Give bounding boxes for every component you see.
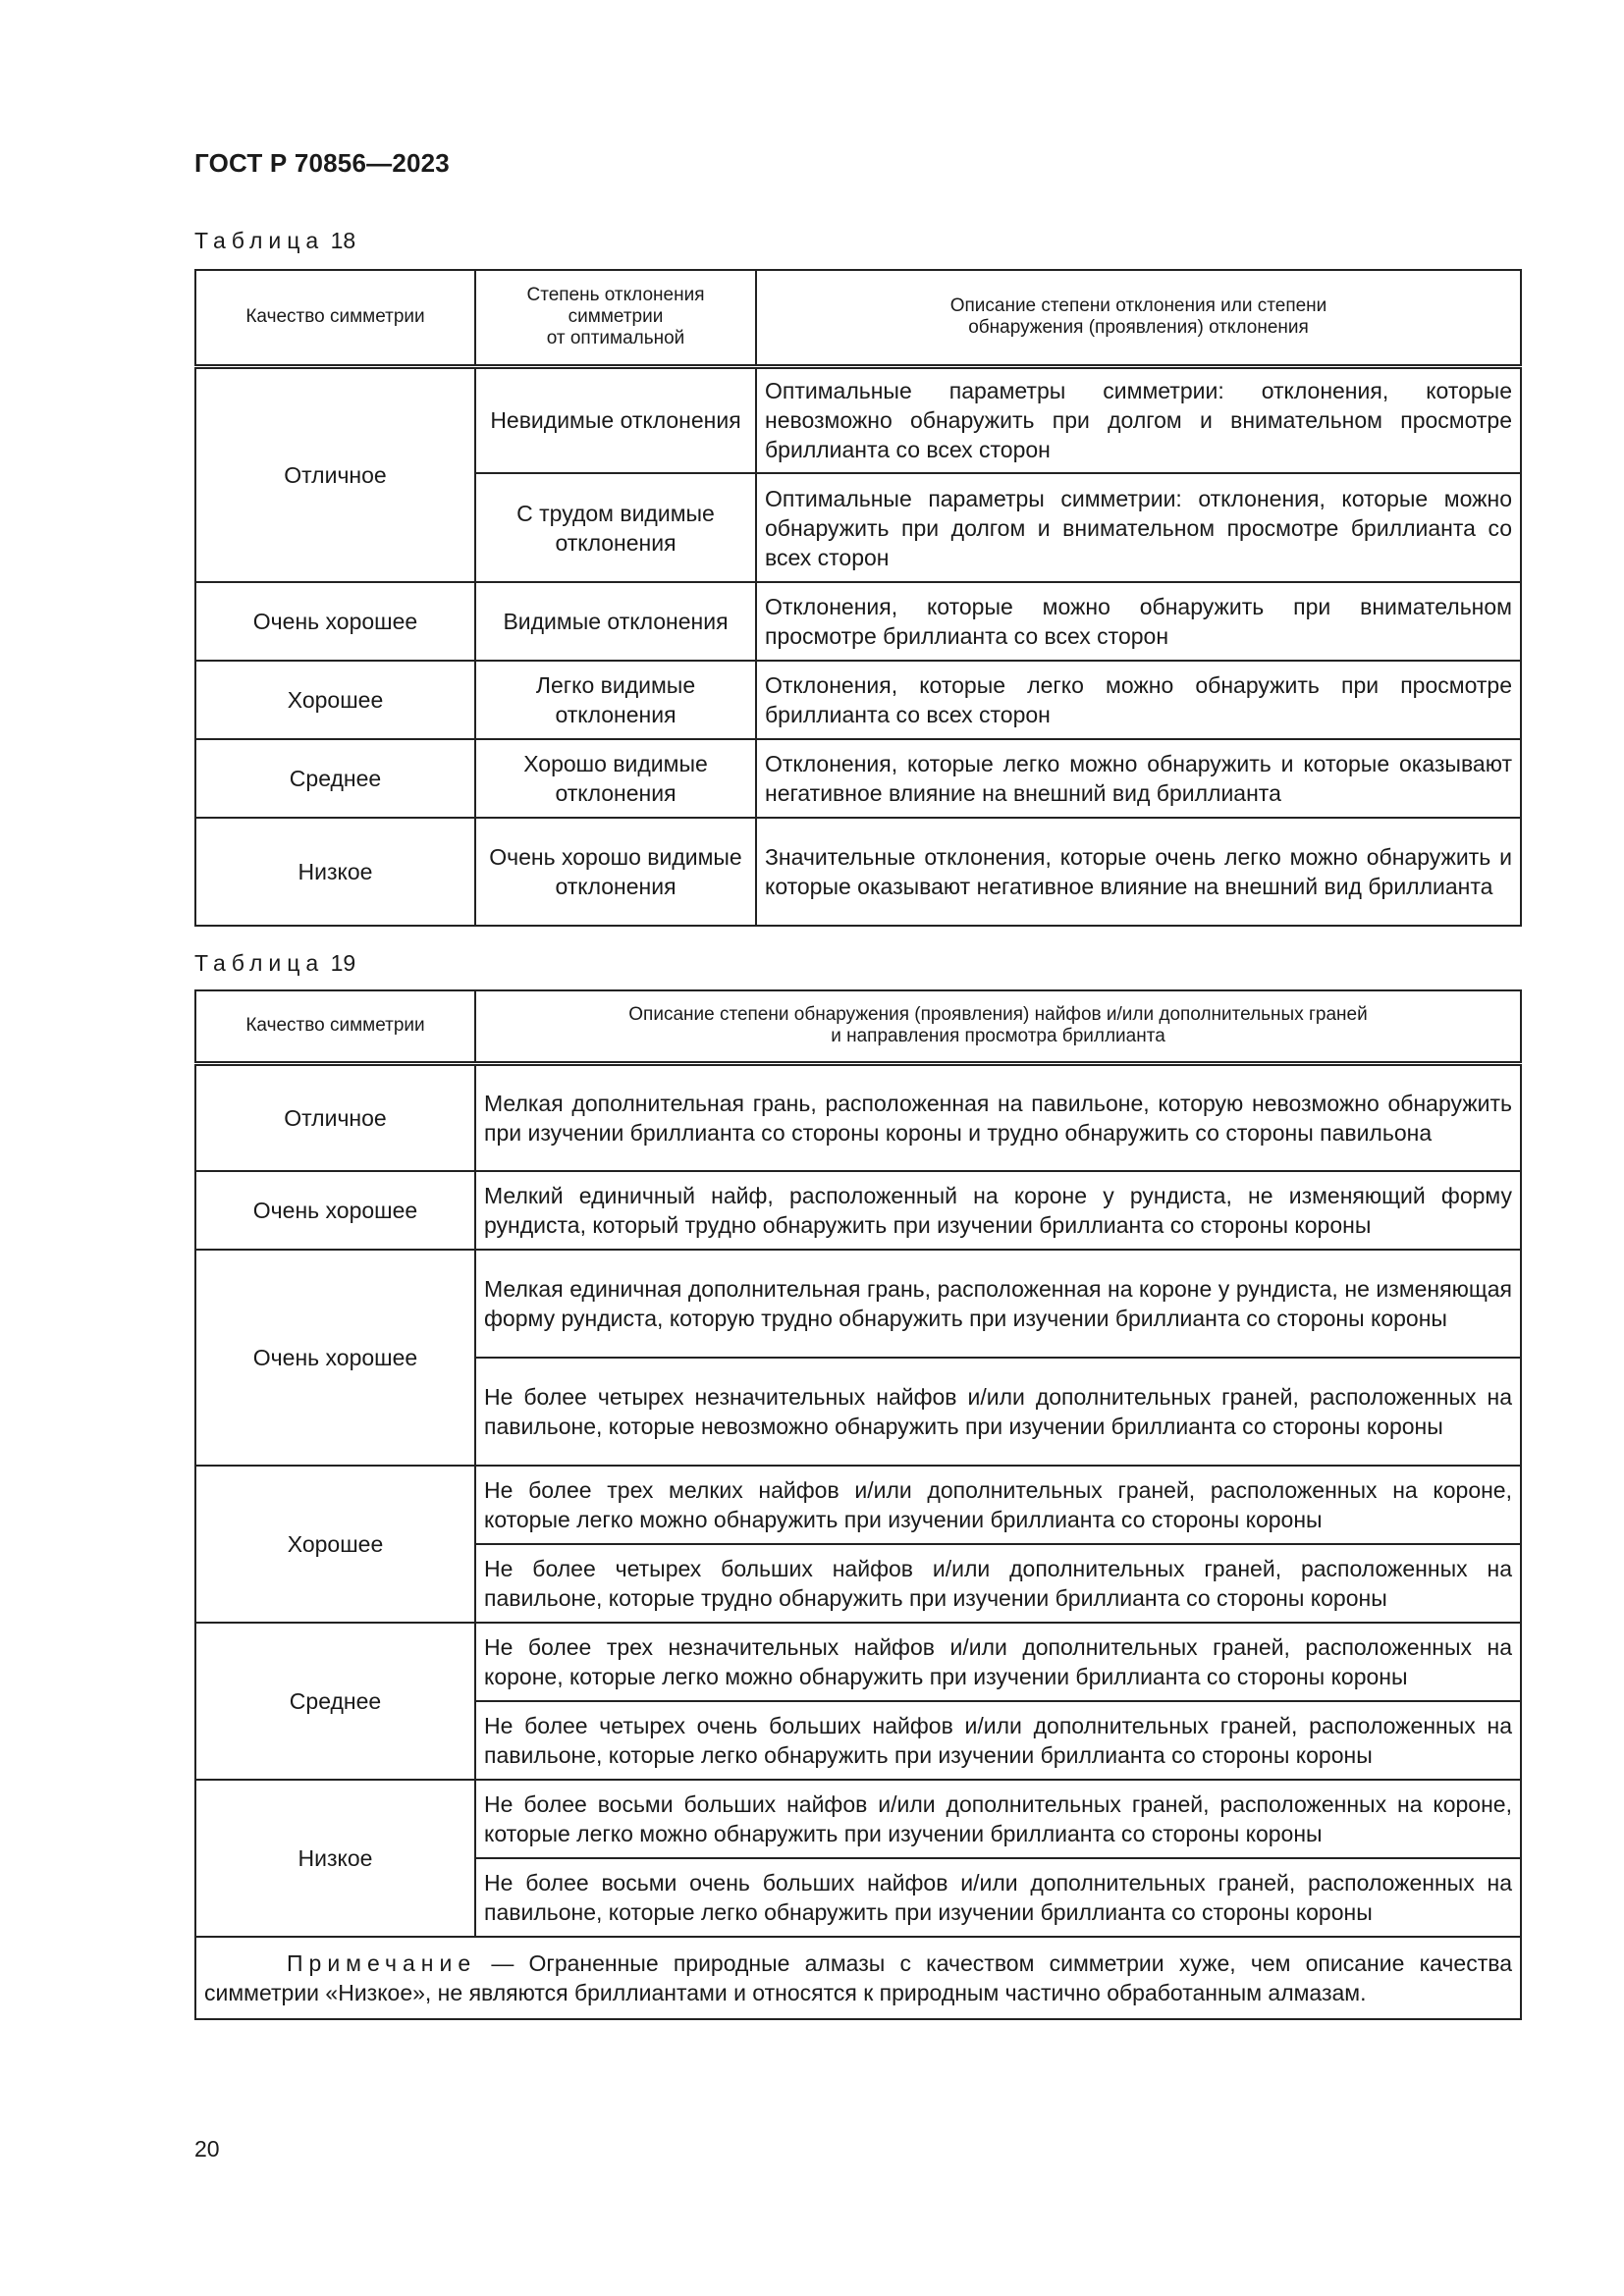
quality-cell: Хорошее [195,661,475,739]
table-19 [194,989,1522,2020]
table-caption-word: Таблица [194,950,325,976]
document-designation: ГОСТ Р 70856—2023 [194,148,450,178]
degree-cell: Легко видимые отклонения [475,661,756,739]
column-header-quality: Качество симметрии [195,990,475,1063]
degree-cell: С трудом видимые отклонения [475,473,756,582]
description-cell: Оптимальные параметры симметрии: отклонения, которые можно обнаружить при долгом и внимательном просмотре бриллианта со всех сторон [756,473,1521,582]
quality-cell: Хорошее [195,1466,475,1623]
quality-cell: Очень хорошее [195,1250,475,1466]
description-cell: Не более восьми очень больших найфов и/или дополнительных граней, расположенных на павильоне, которые легко обнаружить при изучении бриллианта со стороны короны [475,1858,1521,1937]
header-line: обнаружения (проявления) отклонения [968,317,1309,339]
degree-cell: Хорошо видимые отклонения [475,739,756,818]
header-line: симметрии [568,306,664,328]
table-row [195,1250,1521,1358]
note-text: — Ограненные природные алмазы с качеством симметрии хуже, чем описание качества симметрии «Низкое», не являются бриллиантами и относятся к природным частично обработанным алмазам. [204,1950,1512,2005]
table-note [195,1937,1521,2019]
table-header-row [195,990,1521,1063]
quality-cell: Отличное [195,366,475,582]
description-cell: Не более трех мелких найфов и/или дополнительных граней, расположенных на короне, которые легко можно обнаружить при изучении бриллианта со стороны короны [475,1466,1521,1544]
table-18 [194,269,1522,927]
table-row [195,661,1521,739]
description-cell: Мелкая единичная дополнительная грань, расположенная на короне у рундиста, не изменяющая форму рундиста, которую трудно обнаружить при изучении бриллианта со стороны короны [475,1250,1521,1358]
description-cell: Мелкая дополнительная грань, расположенная на павильоне, которую невозможно обнаружить при изучении бриллианта со стороны короны и трудно обнаружить со стороны павильона [475,1063,1521,1171]
table-18-caption [194,228,355,254]
table-row [195,818,1521,926]
degree-cell: Видимые отклонения [475,582,756,661]
header-line: от оптимальной [546,328,685,349]
table-row [195,1623,1521,1701]
table-row [195,739,1521,818]
table-row [195,1780,1521,1858]
description-cell: Отклонения, которые можно обнаружить при внимательном просмотре бриллианта со всех сторон [756,582,1521,661]
description-cell: Отклонения, которые легко можно обнаружить при просмотре бриллианта со всех сторон [756,661,1521,739]
description-cell: Оптимальные параметры симметрии: отклонения, которые невозможно обнаружить при долгом и внимательном просмотре бриллианта со всех сторон [756,366,1521,473]
header-line: и направления просмотра бриллианта [831,1026,1165,1047]
quality-cell: Очень хорошее [195,582,475,661]
table-row [195,582,1521,661]
header-line: Степень отклонения [526,285,705,306]
table-row [195,1063,1521,1171]
description-cell: Не более четырех больших найфов и/или дополнительных граней, расположенных на павильоне, которые трудно обнаружить при изучении бриллианта со стороны короны [475,1544,1521,1623]
quality-cell: Среднее [195,739,475,818]
column-header-description [475,990,1521,1063]
table-header-row [195,270,1521,366]
column-header-description [756,270,1521,366]
table-row [195,1466,1521,1544]
column-header-quality: Качество симметрии [195,270,475,366]
table-caption-number: 19 [330,950,356,976]
table-19-caption [194,950,355,977]
table-row [195,1171,1521,1250]
header-line: Описание степени обнаружения (проявления) найфов и/или дополнительных граней [628,1004,1368,1026]
quality-cell: Очень хорошее [195,1171,475,1250]
table-note-row [195,1937,1521,2019]
degree-cell: Очень хорошо видимые отклонения [475,818,756,926]
description-cell: Отклонения, которые легко можно обнаружить и которые оказывают негативное влияние на внешний вид бриллианта [756,739,1521,818]
quality-cell: Низкое [195,1780,475,1937]
description-cell: Не более четырех незначительных найфов и/или дополнительных граней, расположенных на павильоне, которые невозможно обнаружить при изучении бриллианта со стороны короны [475,1358,1521,1466]
table-caption-number: 18 [330,228,356,253]
description-cell: Мелкий единичный найф, расположенный на короне у рундиста, не изменяющий форму рундиста, который трудно обнаружить при изучении бриллианта со стороны короны [475,1171,1521,1250]
description-cell: Не более восьми больших найфов и/или дополнительных граней, расположенных на короне, которые легко можно обнаружить при изучении бриллианта со стороны короны [475,1780,1521,1858]
description-cell: Значительные отклонения, которые очень легко можно обнаружить и которые оказывают негативное влияние на внешний вид бриллианта [756,818,1521,926]
quality-cell: Среднее [195,1623,475,1780]
table-row [195,366,1521,473]
degree-cell: Невидимые отклонения [475,366,756,473]
description-cell: Не более четырех очень больших найфов и/или дополнительных граней, расположенных на павильоне, которые легко обнаружить при изучении бриллианта со стороны короны [475,1701,1521,1780]
note-label: Примечание [287,1950,477,1976]
table-caption-word: Таблица [194,228,325,253]
description-cell: Не более трех незначительных найфов и/или дополнительных граней, расположенных на короне, которые легко можно обнаружить при изучении бриллианта со стороны короны [475,1623,1521,1701]
page-number: 20 [194,2136,220,2162]
quality-cell: Низкое [195,818,475,926]
quality-cell: Отличное [195,1063,475,1171]
header-line: Описание степени отклонения или степени [949,295,1327,317]
column-header-degree [475,270,756,366]
